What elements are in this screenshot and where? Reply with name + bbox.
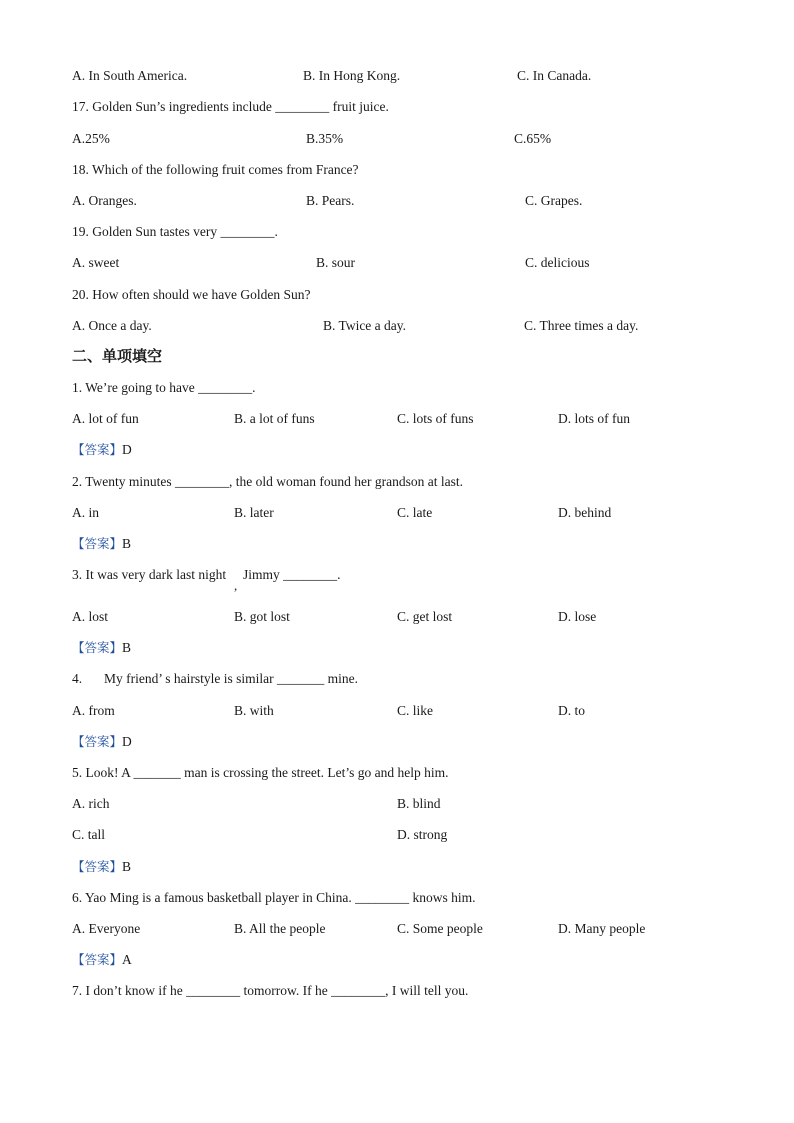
q16-option-c: C. In Canada. <box>517 68 592 83</box>
s3-option-d: D. lose <box>558 609 597 624</box>
s3-option-a: A. lost <box>72 609 109 624</box>
s1-option-d: D. lots of fun <box>558 411 630 426</box>
answer-value: B <box>122 536 132 551</box>
answer-label: 【答案】 <box>72 442 123 457</box>
answer-label: 【答案】 <box>72 952 123 967</box>
s6-option-c: C. Some people <box>397 921 483 936</box>
s6-option-d: D. Many people <box>558 921 646 936</box>
s6-option-b: B. All the people <box>234 921 326 936</box>
q17-stem: 17. Golden Sun’s ingredients include ________ fruit juice. <box>72 99 389 114</box>
answer-value: D <box>122 734 132 749</box>
s2-option-a: A. in <box>72 505 99 520</box>
s3-stem-part1: 3. It was very dark last night <box>72 567 227 582</box>
s1-option-b: B. a lot of funs <box>234 411 315 426</box>
s2-option-c: C. late <box>397 505 433 520</box>
s1-answer <box>72 441 132 459</box>
s3-answer <box>72 639 131 657</box>
q18-option-c: C. Grapes. <box>525 193 583 208</box>
s6-stem: 6. Yao Ming is a famous basketball player in China. ________ knows him. <box>72 890 476 905</box>
s7-stem: 7. I don’t know if he ________ tomorrow. If he ________, I will tell you. <box>72 983 469 998</box>
s6-answer <box>72 951 132 969</box>
answer-value: A <box>122 952 132 967</box>
answer-label: 【答案】 <box>72 859 123 874</box>
s3-option-b: B. got lost <box>234 609 290 624</box>
s4-stem: My friend’ s hairstyle is similar _______ mine. <box>104 671 358 686</box>
q20-stem: 20. How often should we have Golden Sun? <box>72 287 311 302</box>
s3-option-c: C. get lost <box>397 609 453 624</box>
s4-option-b: B. with <box>234 703 274 718</box>
s5-option-c: C. tall <box>72 827 105 842</box>
s5-option-d: D. strong <box>397 827 448 842</box>
s2-stem: 2. Twenty minutes ________, the old woman found her grandson at last. <box>72 474 463 489</box>
s4-option-d: D. to <box>558 703 585 718</box>
s2-option-d: D. behind <box>558 505 612 520</box>
q17-option-b: B.35% <box>306 131 344 146</box>
s2-answer <box>72 535 131 553</box>
s4-answer <box>72 733 132 751</box>
s2-option-b: B. later <box>234 505 274 520</box>
q19-option-a: A. sweet <box>72 255 120 270</box>
q20-option-a: A. Once a day. <box>72 318 152 333</box>
s5-answer <box>72 858 131 876</box>
s5-option-b: B. blind <box>397 796 441 811</box>
s4-number: 4. <box>72 671 83 686</box>
q17-option-c: C.65% <box>514 131 552 146</box>
q19-option-b: B. sour <box>316 255 356 270</box>
s1-option-a: A. lot of fun <box>72 411 139 426</box>
s5-option-a: A. rich <box>72 796 110 811</box>
answer-value: B <box>122 640 132 655</box>
answer-label: 【答案】 <box>72 640 123 655</box>
q18-stem: 18. Which of the following fruit comes from France? <box>72 162 359 177</box>
s3-comma: , <box>234 578 238 593</box>
answer-label: 【答案】 <box>72 734 123 749</box>
q16-option-b: B. In Hong Kong. <box>303 68 401 83</box>
answer-value: B <box>122 859 132 874</box>
s3-stem-part2: Jimmy ________. <box>243 567 341 582</box>
s4-option-a: A. from <box>72 703 115 718</box>
s6-option-a: A. Everyone <box>72 921 141 936</box>
section-title: 二、单项填空 <box>72 347 163 365</box>
s5-stem: 5. Look! A _______ man is crossing the street. Let’s go and help him. <box>72 765 449 780</box>
s4-option-c: C. like <box>397 703 433 718</box>
s1-option-c: C. lots of funs <box>397 411 474 426</box>
q16-option-a: A. In South America. <box>72 68 188 83</box>
q18-option-a: A. Oranges. <box>72 193 137 208</box>
q19-stem: 19. Golden Sun tastes very ________. <box>72 224 278 239</box>
answer-label: 【答案】 <box>72 536 123 551</box>
q20-option-b: B. Twice a day. <box>323 318 407 333</box>
answer-value: D <box>122 442 132 457</box>
q20-option-c: C. Three times a day. <box>524 318 639 333</box>
q18-option-b: B. Pears. <box>306 193 355 208</box>
q19-option-c: C. delicious <box>525 255 590 270</box>
q17-option-a: A.25% <box>72 131 110 146</box>
s1-stem: 1. We’re going to have ________. <box>72 380 256 395</box>
